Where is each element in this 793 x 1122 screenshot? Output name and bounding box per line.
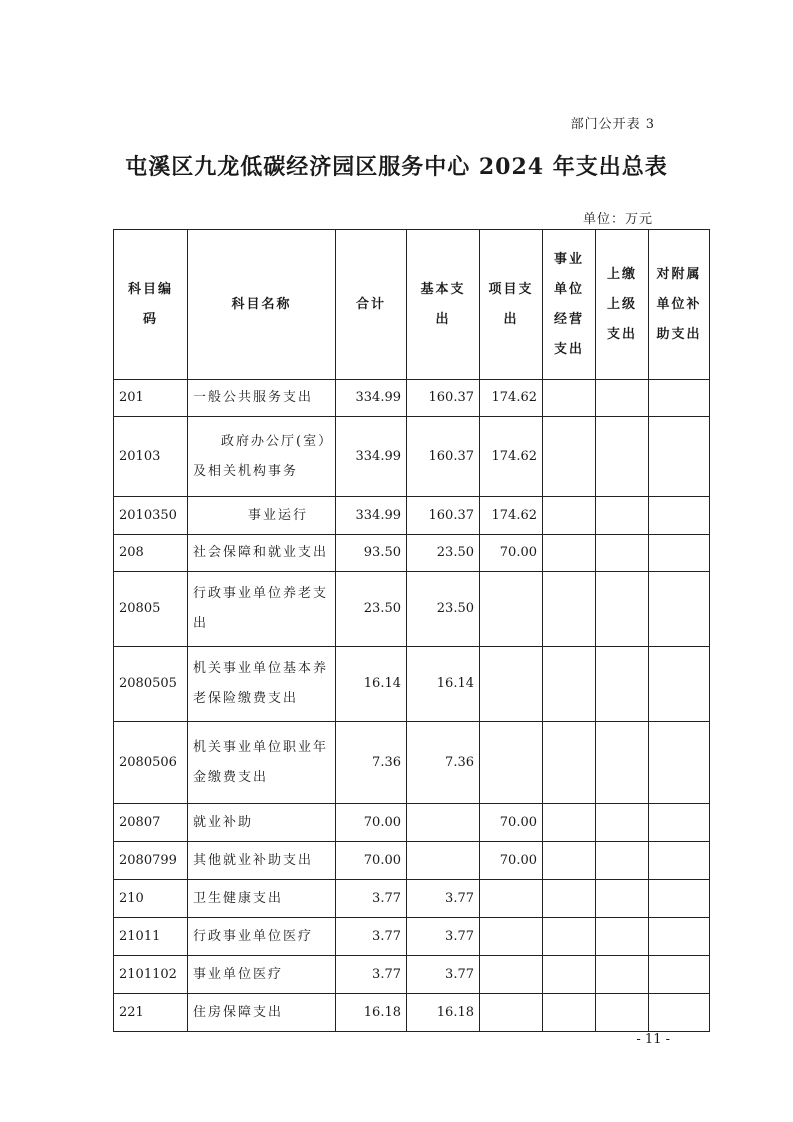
cell-upper [596, 994, 649, 1032]
cell-basic: 23.50 [407, 535, 480, 572]
cell-total: 70.00 [336, 842, 407, 880]
cell-name: 机关事业单位基本养老保险缴费支出 [188, 647, 336, 722]
header-name: 科目名称 [188, 230, 336, 380]
cell-project [480, 722, 543, 804]
cell-upper [596, 535, 649, 572]
cell-total: 3.77 [336, 956, 407, 994]
cell-business [543, 956, 596, 994]
cell-upper [596, 918, 649, 956]
cell-upper [596, 647, 649, 722]
expenditure-table [113, 229, 710, 1032]
cell-total: 334.99 [336, 417, 407, 497]
cell-business [543, 380, 596, 417]
cell-basic: 160.37 [407, 380, 480, 417]
table-header-row [114, 230, 710, 380]
cell-total: 334.99 [336, 497, 407, 535]
cell-project [480, 647, 543, 722]
cell-subsidiary [649, 647, 710, 722]
cell-upper [596, 417, 649, 497]
cell-name: 卫生健康支出 [188, 880, 336, 918]
cell-subsidiary [649, 535, 710, 572]
cell-basic [407, 804, 480, 842]
page-number: - 11 - [636, 1032, 670, 1047]
table-row [114, 380, 710, 417]
cell-upper [596, 842, 649, 880]
cell-code: 20805 [114, 572, 188, 647]
table-row [114, 417, 710, 497]
cell-code: 20807 [114, 804, 188, 842]
cell-total: 7.36 [336, 722, 407, 804]
cell-subsidiary [649, 918, 710, 956]
table-row [114, 918, 710, 956]
cell-project: 174.62 [480, 380, 543, 417]
cell-project: 70.00 [480, 535, 543, 572]
cell-project: 174.62 [480, 417, 543, 497]
cell-upper [596, 804, 649, 842]
cell-basic: 3.77 [407, 880, 480, 918]
cell-code: 2080799 [114, 842, 188, 880]
cell-code: 2080505 [114, 647, 188, 722]
cell-code: 2010350 [114, 497, 188, 535]
cell-subsidiary [649, 994, 710, 1032]
header-total: 合计 [336, 230, 407, 380]
cell-basic: 16.14 [407, 647, 480, 722]
cell-code: 2080506 [114, 722, 188, 804]
cell-code: 210 [114, 880, 188, 918]
cell-business [543, 918, 596, 956]
cell-total: 93.50 [336, 535, 407, 572]
table-row [114, 497, 710, 535]
cell-name [188, 417, 336, 497]
cell-total: 3.77 [336, 918, 407, 956]
cell-code: 20103 [114, 417, 188, 497]
header-business: 事业单位经营支出 [543, 230, 596, 380]
page-title: 屯溪区九龙低碳经济园区服务中心 2024 年支出总表 [125, 154, 668, 180]
cell-name: 事业运行 [188, 497, 336, 535]
cell-business [543, 804, 596, 842]
cell-business [543, 497, 596, 535]
cell-subsidiary [649, 417, 710, 497]
table-row [114, 722, 710, 804]
cell-basic: 160.37 [407, 497, 480, 535]
cell-project: 174.62 [480, 497, 543, 535]
cell-project [480, 994, 543, 1032]
cell-name: 一般公共服务支出 [188, 380, 336, 417]
header-basic: 基本支出 [407, 230, 480, 380]
cell-name: 其他就业补助支出 [188, 842, 336, 880]
header-subsidiary: 对附属单位补助支出 [649, 230, 710, 380]
cell-basic: 3.77 [407, 918, 480, 956]
table-row [114, 804, 710, 842]
cell-name: 社会保障和就业支出 [188, 535, 336, 572]
cell-subsidiary [649, 842, 710, 880]
header-code: 科目编码 [114, 230, 188, 380]
cell-total: 3.77 [336, 880, 407, 918]
table-row [114, 842, 710, 880]
cell-code: 201 [114, 380, 188, 417]
cell-name: 就业补助 [188, 804, 336, 842]
cell-project [480, 572, 543, 647]
cell-name: 机关事业单位职业年金缴费支出 [188, 722, 336, 804]
header-upper: 上缴上级支出 [596, 230, 649, 380]
cell-name-text: 政府办公厅(室）及相关机构事务 [193, 433, 327, 479]
cell-basic: 160.37 [407, 417, 480, 497]
cell-subsidiary [649, 956, 710, 994]
cell-subsidiary [649, 497, 710, 535]
cell-subsidiary [649, 380, 710, 417]
table-row [114, 956, 710, 994]
table-row [114, 572, 710, 647]
cell-subsidiary [649, 572, 710, 647]
cell-upper [596, 956, 649, 994]
cell-project: 70.00 [480, 804, 543, 842]
cell-business [543, 842, 596, 880]
cell-total: 16.18 [336, 994, 407, 1032]
cell-code: 221 [114, 994, 188, 1032]
cell-total: 23.50 [336, 572, 407, 647]
cell-name: 行政事业单位医疗 [188, 918, 336, 956]
cell-name: 行政事业单位养老支出 [188, 572, 336, 647]
cell-subsidiary [649, 880, 710, 918]
cell-basic: 7.36 [407, 722, 480, 804]
table-row [114, 535, 710, 572]
table-row [114, 647, 710, 722]
table-number-label: 部门公开表 3 [570, 117, 655, 132]
cell-project [480, 918, 543, 956]
cell-basic: 16.18 [407, 994, 480, 1032]
cell-upper [596, 880, 649, 918]
cell-subsidiary [649, 722, 710, 804]
cell-total: 334.99 [336, 380, 407, 417]
cell-code: 208 [114, 535, 188, 572]
cell-name: 事业单位医疗 [188, 956, 336, 994]
cell-business [543, 417, 596, 497]
cell-business [543, 535, 596, 572]
cell-code: 21011 [114, 918, 188, 956]
cell-basic: 3.77 [407, 956, 480, 994]
table-row [114, 994, 710, 1032]
cell-subsidiary [649, 804, 710, 842]
cell-business [543, 880, 596, 918]
cell-total: 16.14 [336, 647, 407, 722]
header-project: 项目支出 [480, 230, 543, 380]
cell-basic [407, 842, 480, 880]
cell-total: 70.00 [336, 804, 407, 842]
cell-upper [596, 497, 649, 535]
cell-business [543, 722, 596, 804]
cell-code: 2101102 [114, 956, 188, 994]
cell-project: 70.00 [480, 842, 543, 880]
cell-upper [596, 572, 649, 647]
cell-project [480, 880, 543, 918]
cell-upper [596, 380, 649, 417]
cell-basic: 23.50 [407, 572, 480, 647]
unit-label: 单位：万元 [582, 212, 653, 227]
cell-upper [596, 722, 649, 804]
cell-name: 住房保障支出 [188, 994, 336, 1032]
table-row [114, 880, 710, 918]
cell-project [480, 956, 543, 994]
cell-business [543, 647, 596, 722]
cell-business [543, 994, 596, 1032]
cell-business [543, 572, 596, 647]
